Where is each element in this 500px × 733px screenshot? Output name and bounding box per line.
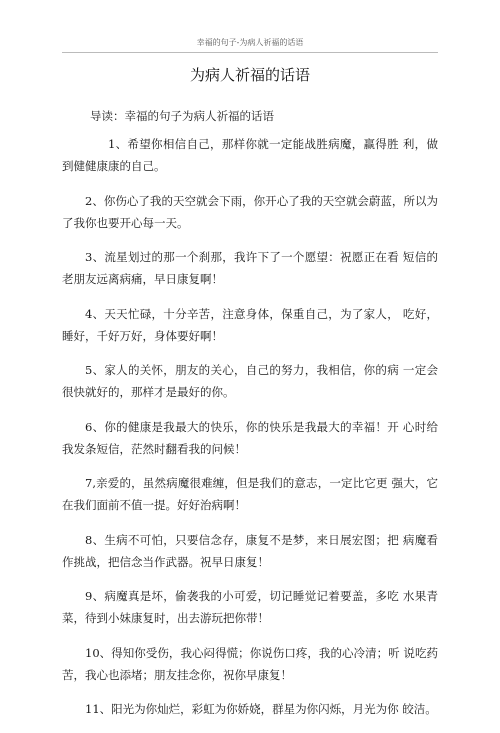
document-title: 为病人祈福的话语	[189, 66, 310, 84]
paragraph: 4、天天忙碌，十分辛苦，注意身体，保重自己，为了家人， 吃好，睡好，千好万好，身体要好啊！	[62, 306, 438, 343]
paragraph: 6、你的健康是我最大的快乐，你的快乐是我最大的幸福！开 心时给我发条短信，茫然时翻看我的问候！	[62, 419, 438, 456]
document-body	[62, 133, 438, 733]
header-divider	[62, 52, 438, 53]
paragraph: 1、希望你相信自己，那样你就一定能战胜病魔，赢得胜 利，做到健健康康的自己。	[62, 137, 438, 173]
paragraph: 9、病魔真是坏，偷袭我的小可爱，切记睡觉记着要盖，多吃 水果青菜，待到小妹康复时，出去游玩把你带！	[62, 589, 438, 625]
paragraph: 7,亲爱的，虽然病魔很难缠，但是我们的意志，一定比它更 强大，它在我们面前不值一提。好好治病啊！	[62, 476, 438, 512]
running-header: 幸福的句子-为病人祈福的话语	[196, 38, 304, 47]
paragraph: 3、流星划过的那一个刹那，我许下了一个愿望：祝愿正在看 短信的老朋友远离病痛，早日康复啊！	[62, 250, 438, 286]
paragraph: 11、阳光为你灿烂，彩虹为你娇娆，群星为你闪烁，月光为你 皎洁。	[85, 702, 437, 716]
intro-text: 导读：幸福的句子为病人祈福的话语	[90, 109, 274, 123]
paragraph: 10、得知你受伤，我心闷得慌；你说伤口疼，我的心冷清；听 说吃药苦，我心也添堵；朋友挂念你，祝你早康复！	[62, 645, 438, 682]
paragraph: 8、生病不可怕，只要信念存，康复不是梦，来日展宏图；把 病魔看作挑战，把信念当作武器。祝早日康复！	[62, 532, 438, 569]
paragraph: 2、你伤心了我的天空就会下雨，你开心了我的天空就会蔚蓝，所以为了我你也要开心每一天。	[62, 193, 438, 230]
paragraph: 5、家人的关怀，朋友的关心，自己的努力，我相信，你的病 一定会很快就好的，那样才是最好的你。	[62, 363, 438, 399]
